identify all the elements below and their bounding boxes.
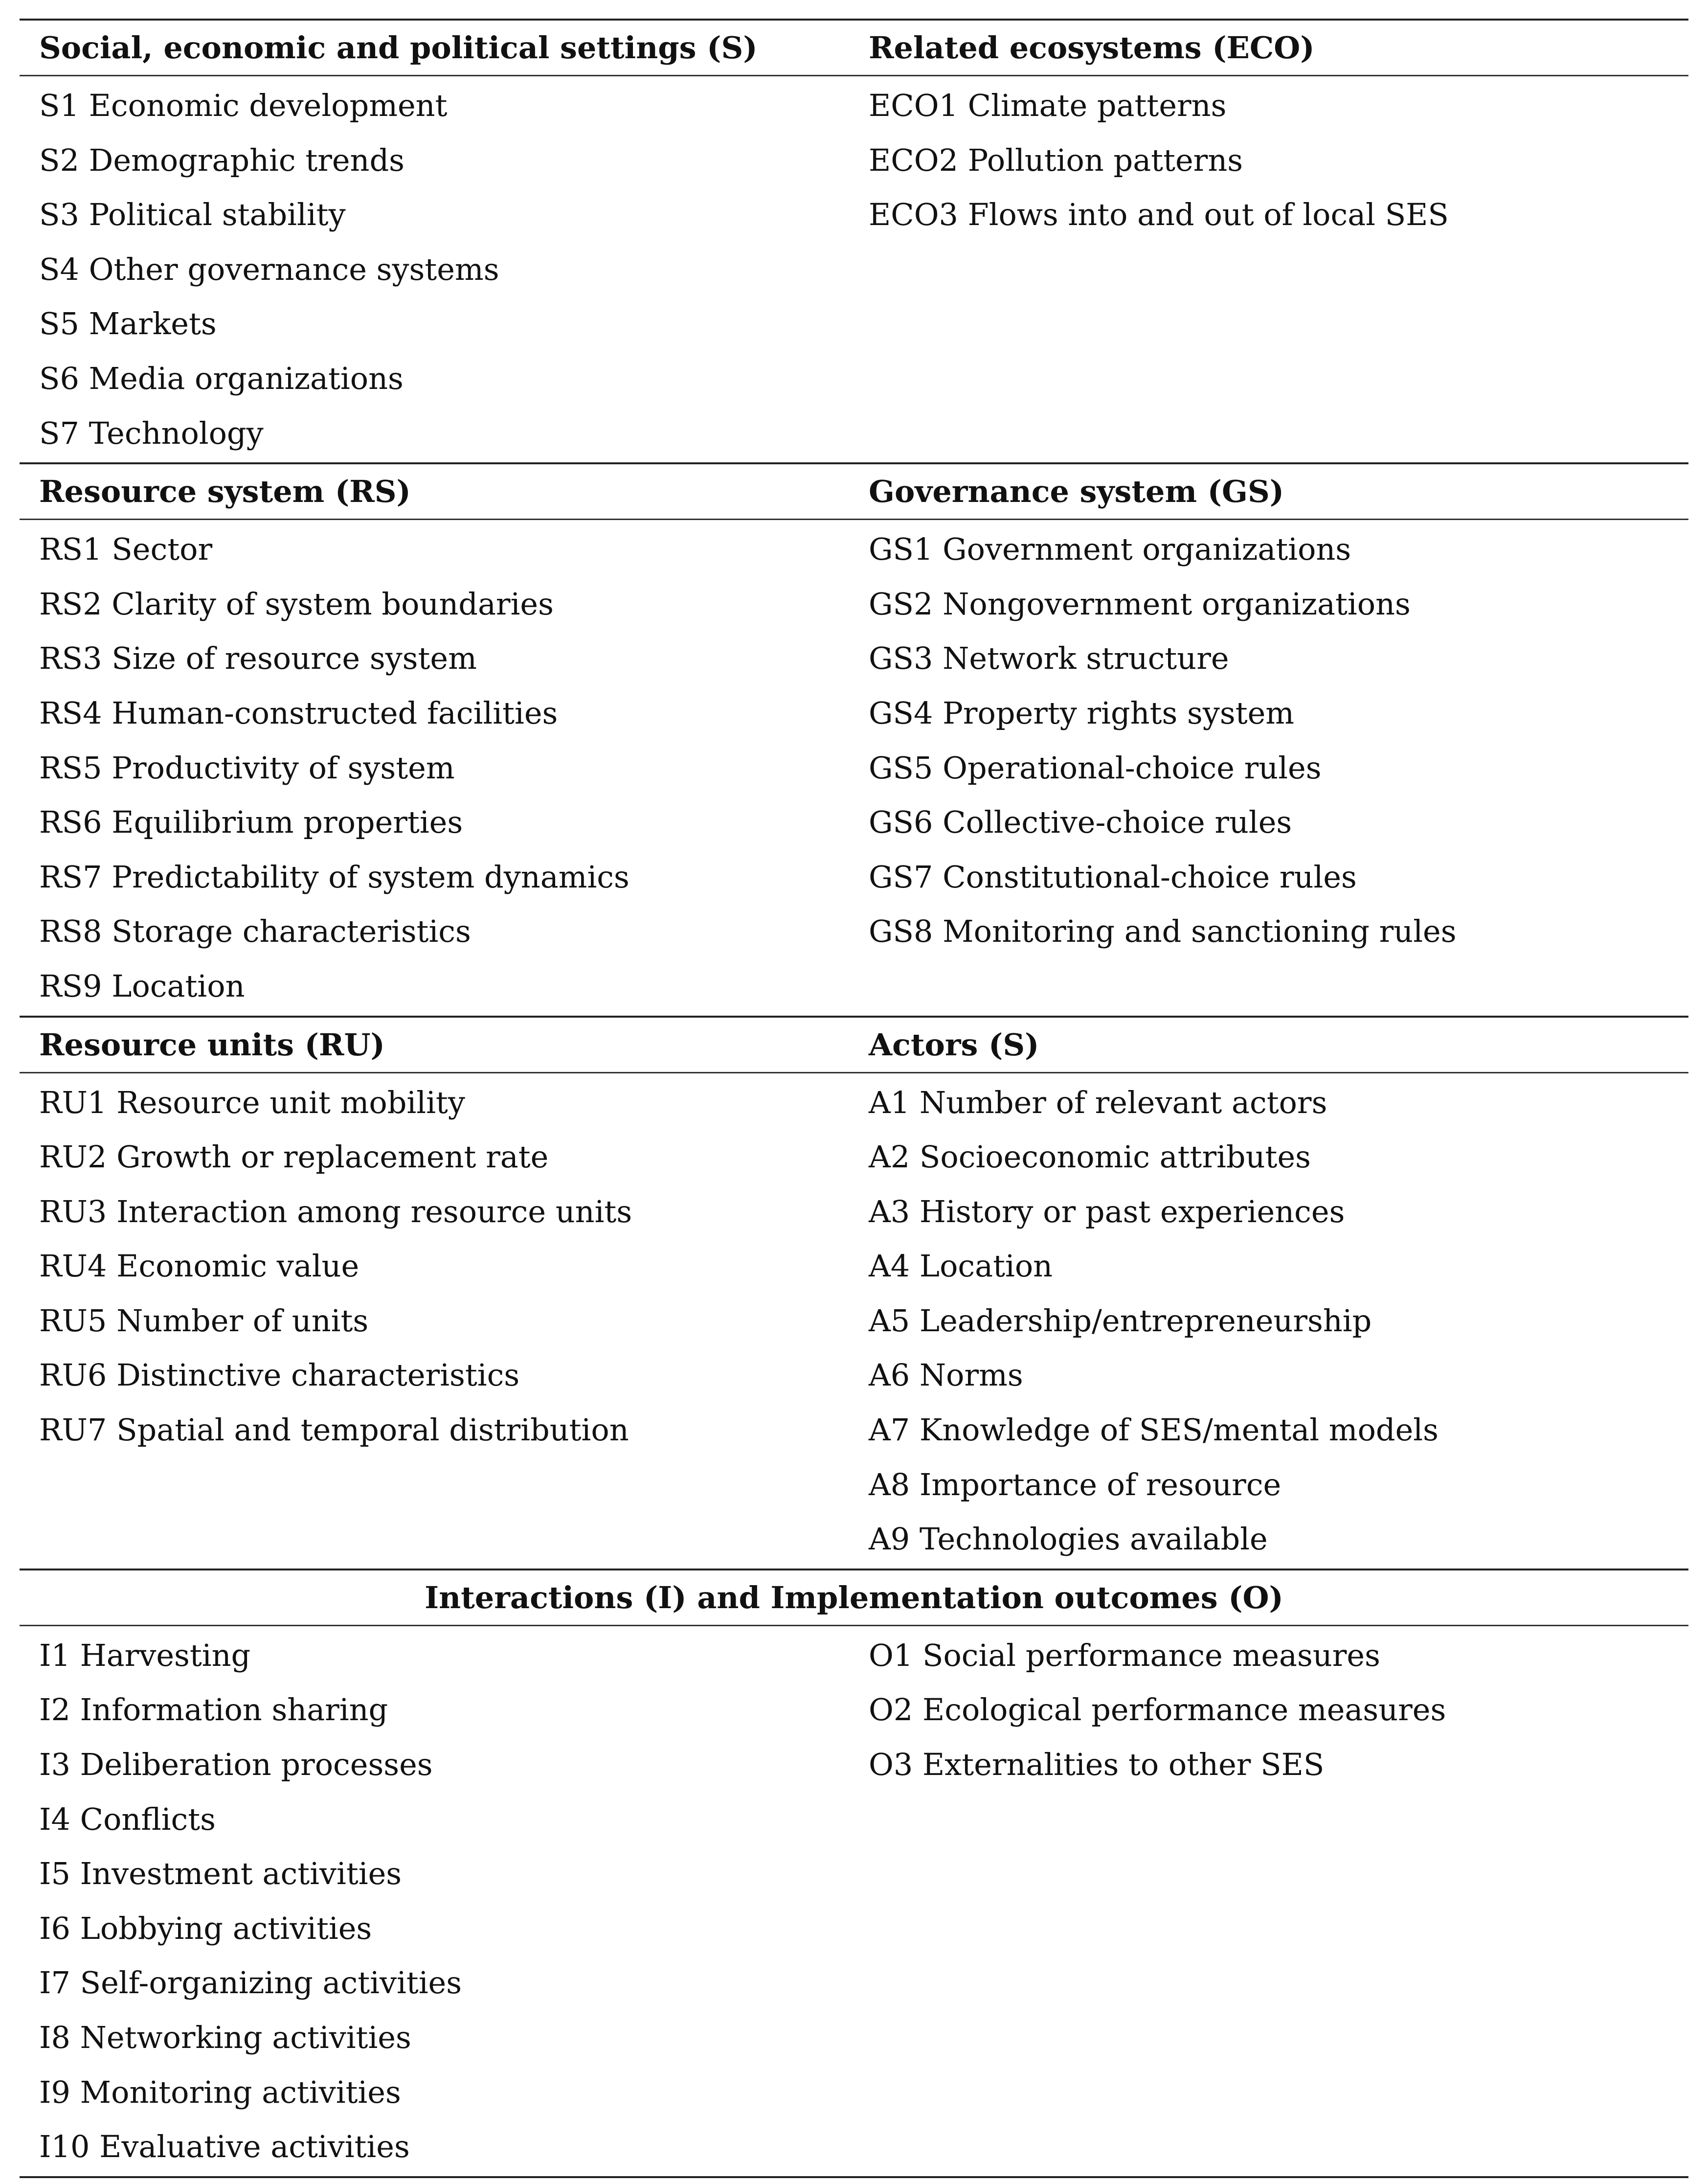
list-item: RS4 Human-constructed facilities bbox=[39, 695, 558, 731]
list-item: RU3 Interaction among resource units bbox=[39, 1193, 632, 1229]
actors-list bbox=[869, 1075, 1688, 1567]
section-body bbox=[20, 1626, 1688, 2176]
list-item: I4 Conflicts bbox=[39, 1801, 216, 1837]
resource-units-list bbox=[20, 1075, 869, 1567]
list-item: RU5 Number of units bbox=[39, 1302, 369, 1339]
list-item: A1 Number of relevant actors bbox=[869, 1084, 1327, 1120]
list-item: GS8 Monitoring and sanctioning rules bbox=[869, 913, 1457, 950]
list-item: RS7 Predictability of system dynamics bbox=[39, 859, 629, 895]
header-governance-system: Governance system (GS) bbox=[869, 474, 1284, 510]
list-item: S4 Other governance systems bbox=[39, 251, 499, 287]
list-item: A2 Socioeconomic attributes bbox=[869, 1139, 1311, 1175]
governance-system-list bbox=[869, 522, 1688, 1013]
list-item: A5 Leadership/entrepreneurship bbox=[869, 1302, 1372, 1339]
list-item: S3 Political stability bbox=[39, 197, 346, 233]
list-item: GS4 Property rights system bbox=[869, 695, 1295, 731]
list-item: RS6 Equilibrium properties bbox=[39, 804, 463, 841]
list-item: GS6 Collective-choice rules bbox=[869, 804, 1292, 841]
list-item: RS1 Sector bbox=[39, 531, 213, 568]
list-item: RU7 Spatial and temporal distribution bbox=[39, 1412, 629, 1448]
outcomes-list bbox=[869, 1628, 1688, 2174]
header-actors: Actors (S) bbox=[869, 1026, 1039, 1063]
list-item: A8 Importance of resource bbox=[869, 1466, 1281, 1502]
list-item: S2 Demographic trends bbox=[39, 142, 405, 178]
section-header-row bbox=[20, 21, 1688, 76]
list-item: ECO1 Climate patterns bbox=[869, 88, 1227, 123]
header-social-settings: Social, economic and political settings (S) bbox=[39, 30, 758, 66]
list-item: RS9 Location bbox=[39, 968, 245, 1004]
list-item: GS5 Operational-choice rules bbox=[869, 750, 1322, 786]
list-item: S7 Technology bbox=[39, 415, 264, 451]
list-item: I9 Monitoring activities bbox=[39, 2074, 401, 2110]
list-item: RU1 Resource unit mobility bbox=[39, 1084, 465, 1120]
section-interactions-and-outcomes bbox=[20, 1569, 1688, 2178]
list-item: I7 Self-organizing activities bbox=[39, 1965, 462, 2001]
list-item: I10 Evaluative activities bbox=[39, 2129, 410, 2165]
interactions-list bbox=[20, 1628, 869, 2174]
list-item: A4 Location bbox=[869, 1248, 1053, 1284]
ses-framework-table bbox=[20, 19, 1688, 2178]
list-item: GS3 Network structure bbox=[869, 640, 1229, 677]
list-item: S6 Media organizations bbox=[39, 360, 404, 396]
list-item: A3 History or past experiences bbox=[869, 1193, 1345, 1229]
list-item: RS8 Storage characteristics bbox=[39, 913, 471, 950]
list-item: GS1 Government organizations bbox=[869, 531, 1351, 568]
section-header-row bbox=[20, 464, 1688, 520]
list-item: GS7 Constitutional-choice rules bbox=[869, 859, 1357, 895]
section-social-settings-and-ecosystems bbox=[20, 19, 1688, 462]
list-item: ECO2 Pollution patterns bbox=[869, 142, 1243, 178]
list-item: GS2 Nongovernment organizations bbox=[869, 586, 1411, 622]
section-header-row bbox=[20, 1570, 1688, 1626]
section-resource-units-and-actors bbox=[20, 1016, 1688, 1569]
list-item: ECO3 Flows into and out of local SES bbox=[869, 197, 1449, 233]
list-item: S1 Economic development bbox=[39, 88, 448, 123]
section-body bbox=[20, 520, 1688, 1015]
related-ecosystems-list bbox=[869, 78, 1688, 460]
list-item: A9 Technologies available bbox=[869, 1521, 1268, 1557]
list-item: A6 Norms bbox=[869, 1357, 1023, 1393]
list-item: I2 Information sharing bbox=[39, 1692, 388, 1728]
list-item: O2 Ecological performance measures bbox=[869, 1692, 1446, 1728]
list-item: RU4 Economic value bbox=[39, 1248, 360, 1284]
section-body bbox=[20, 76, 1688, 462]
list-item: RU2 Growth or replacement rate bbox=[39, 1139, 549, 1175]
list-item: RS2 Clarity of system boundaries bbox=[39, 586, 554, 622]
resource-system-list bbox=[20, 522, 869, 1013]
list-item: S5 Markets bbox=[39, 306, 217, 342]
list-item: RS5 Productivity of system bbox=[39, 750, 455, 786]
list-item: I6 Lobbying activities bbox=[39, 1910, 372, 1946]
list-item: O3 Externalities to other SES bbox=[869, 1747, 1325, 1783]
list-item: I8 Networking activities bbox=[39, 2020, 411, 2055]
header-interactions-and-outcomes: Interactions (I) and Implementation outcomes (O) bbox=[425, 1579, 1283, 1615]
header-resource-units: Resource units (RU) bbox=[39, 1026, 385, 1063]
list-item: I3 Deliberation processes bbox=[39, 1747, 433, 1783]
list-item: I5 Investment activities bbox=[39, 1856, 402, 1892]
list-item: RS3 Size of resource system bbox=[39, 640, 477, 677]
list-item: I1 Harvesting bbox=[39, 1637, 251, 1673]
section-resource-and-governance-system bbox=[20, 462, 1688, 1015]
list-item: RU6 Distinctive characteristics bbox=[39, 1357, 520, 1393]
section-body bbox=[20, 1073, 1688, 1569]
social-settings-list bbox=[20, 78, 869, 460]
list-item: A7 Knowledge of SES/mental models bbox=[869, 1412, 1438, 1448]
list-item: O1 Social performance measures bbox=[869, 1637, 1380, 1673]
section-header-row bbox=[20, 1018, 1688, 1073]
header-resource-system: Resource system (RS) bbox=[39, 474, 411, 510]
header-related-ecosystems: Related ecosystems (ECO) bbox=[869, 30, 1315, 66]
